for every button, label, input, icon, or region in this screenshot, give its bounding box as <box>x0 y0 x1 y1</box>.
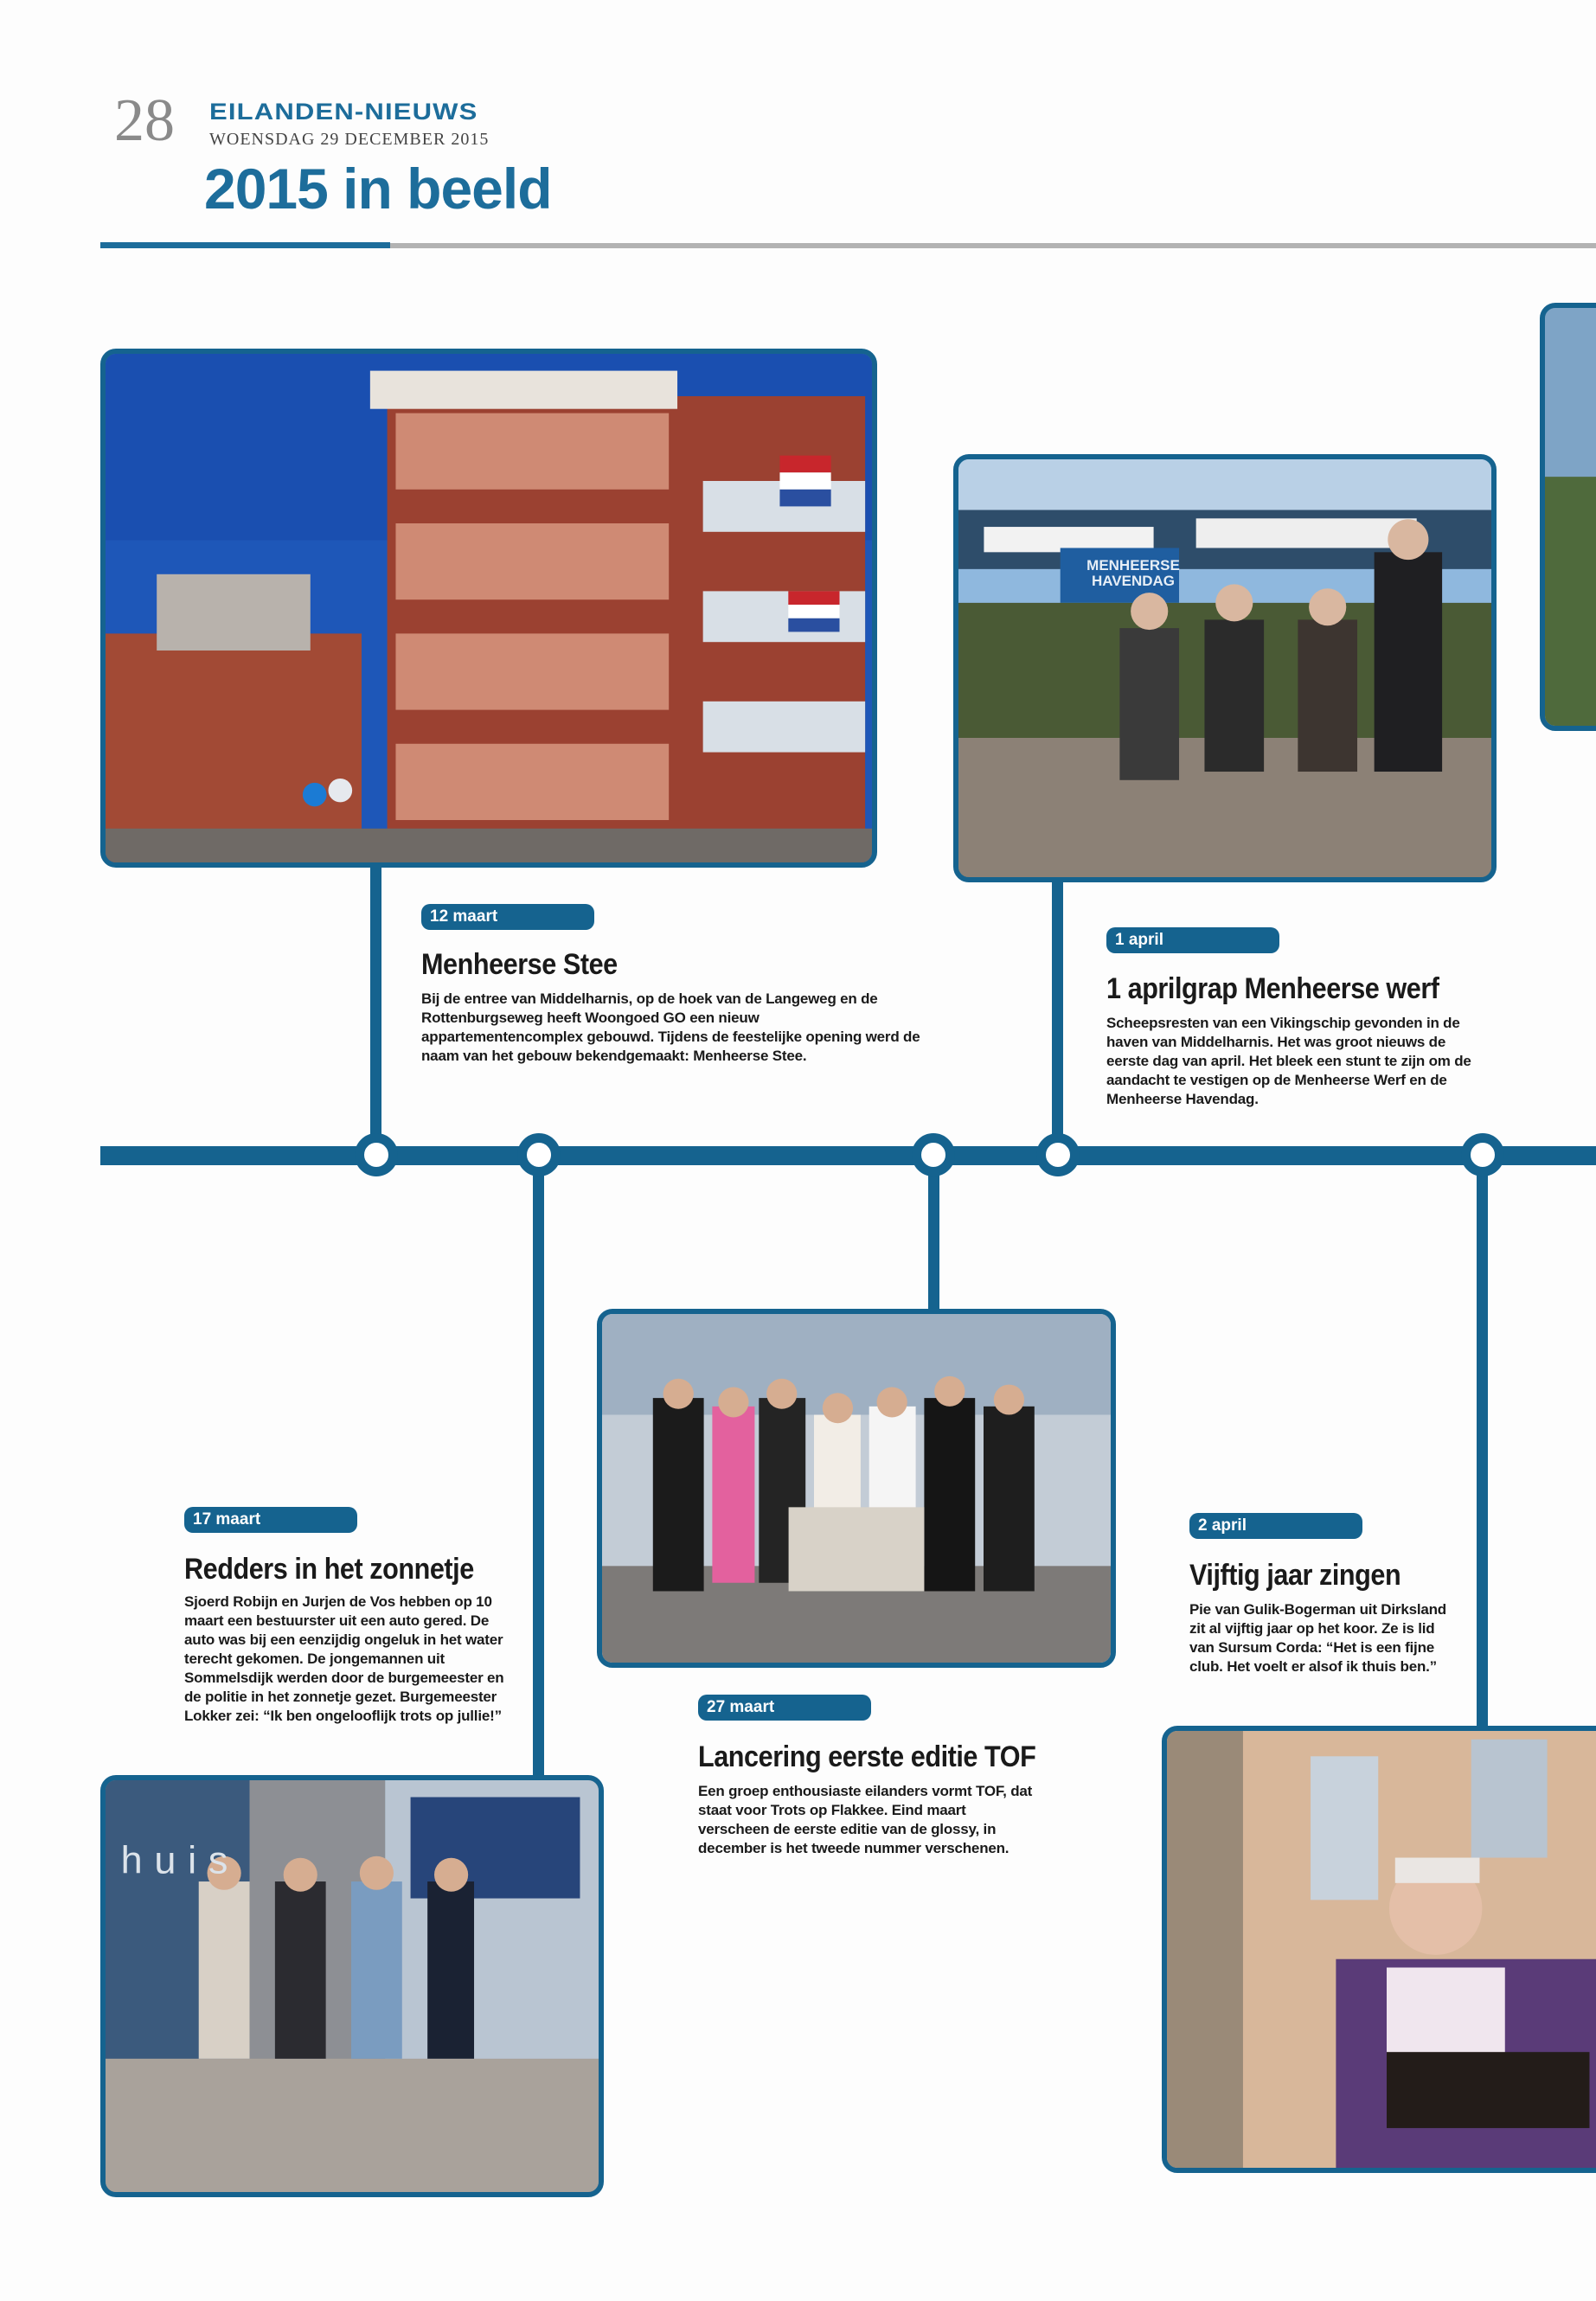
date-label: 12 maart <box>421 904 594 930</box>
timeline-node <box>912 1133 955 1176</box>
article-headline: 1 aprilgrap Menheerse werf <box>1106 972 1439 1005</box>
article-headline: Lancering eerste editie TOF <box>698 1740 1036 1773</box>
date-label: 2 april <box>1189 1513 1362 1539</box>
article-headline: Vijftig jaar zingen <box>1189 1559 1401 1592</box>
photo-vijftig-jaar-zingen <box>1162 1726 1596 2173</box>
timeline-node <box>355 1133 398 1176</box>
timeline-connector <box>370 865 381 1142</box>
article-text: Bij de entree van Middelharnis, op de hoek van de Langeweg en de Rottenburgseweg heeft Woongoed GO een nieuw appartementencomplex gebouwd. Tijdens de feestelijke opening werd de naam van het gebouw bekendgemaakt: Menheerse Stee. <box>421 990 920 1064</box>
title-rule <box>390 243 1596 248</box>
timeline-node <box>1036 1133 1080 1176</box>
article-text: Scheepsresten van een Vikingschip gevonden in de haven van Middelharnis. Het was groot nieuws de eerste dag van april. Het bleek een stunt te zijn om de aandacht te vestigen op de Menheerse Werf en de Menheerse Havendag. <box>1106 1015 1471 1107</box>
title-rule-accent <box>100 242 390 248</box>
photo-aprilgrap-vikingen <box>953 454 1497 882</box>
timeline-connector <box>533 1170 544 1779</box>
article-headline: Menheerse Stee <box>421 948 618 981</box>
article-text: Pie van Gulik-Bogerman uit Dirksland zit al vijftig jaar op het koor. Ze is lid van Sursum Corda: “Het is een fijne club. Het voelt er alsof ik thuis ben.” <box>1189 1601 1446 1675</box>
issue-date: WOENSDAG 29 DECEMBER 2015 <box>209 130 490 149</box>
photo-partial-right <box>1540 303 1596 731</box>
article-text: Een groep enthousiaste eilanders vormt TOF, dat staat voor Trots op Flakkee. Eind maart verscheen de eerste editie van de glossy, in december is het tweede nummer verschenen. <box>698 1783 1033 1856</box>
timeline-node <box>517 1133 561 1176</box>
photo-menheerse-stee <box>100 349 877 868</box>
page-number: 28 <box>114 87 175 154</box>
date-label: 27 maart <box>698 1695 871 1721</box>
photo-tof-lancering <box>597 1309 1116 1668</box>
photo-building-sign: huis <box>120 1837 240 1882</box>
timeline-line <box>100 1146 1596 1165</box>
section-title: 2015 in beeld <box>204 157 552 221</box>
article-headline: Redders in het zonnetje <box>184 1553 474 1586</box>
article-text: Sjoerd Robijn en Jurjen de Vos hebben op 10 maart een bestuurster uit een auto gered. De auto was bij een eenzijdig ongeluk in het water terecht gekomen. De jongemannen uit Sommelsdijk werden door de burgemeester en de politie in het zonnetje gezet. Burgemeester Lokker zei: “Ik ben ongelooflijk trots op jullie!” <box>184 1593 504 1724</box>
date-label: 17 maart <box>184 1507 357 1533</box>
timeline-node <box>1461 1133 1504 1176</box>
timeline-connector <box>928 1170 939 1315</box>
newspaper-name: EILANDEN-NIEUWS <box>209 99 478 125</box>
timeline-connector <box>1477 1170 1488 1727</box>
date-label: 1 april <box>1106 927 1279 953</box>
timeline-connector <box>1052 878 1063 1142</box>
photo-redders <box>100 1775 604 2197</box>
photo-banner-text: MENHEERSE HAVENDAG <box>1086 557 1180 589</box>
